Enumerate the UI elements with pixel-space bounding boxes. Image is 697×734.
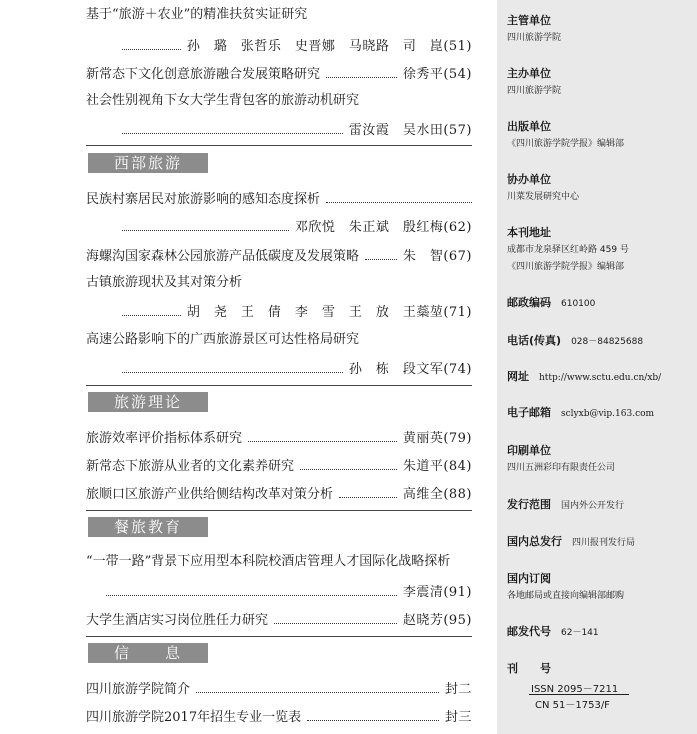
leader-dots [274, 614, 397, 624]
toc-entry-authors: 徐秀平(54) [402, 67, 472, 82]
address-label: 本刊地址 [507, 226, 551, 239]
toc-entry-title[interactable]: “一带一路”背景下应用型本科院校酒店管理人才国际化战略探析 [86, 554, 451, 569]
toc-entry-authors-row [86, 582, 472, 599]
section-divider [86, 385, 472, 386]
website-label: 网址 [507, 370, 529, 383]
leader-dots [339, 488, 397, 498]
co-organizer-label: 协办单位 [507, 173, 551, 186]
toc-entry-authors: 雷汝霞 吴水田(57) [348, 123, 472, 138]
leader-dots [248, 432, 397, 442]
domestic-distribution-value: 四川报刊发行局 [572, 538, 636, 548]
toc-entry-authors: 高维全(88) [402, 487, 472, 502]
postcode-row [507, 294, 595, 310]
section-divider [86, 510, 472, 511]
toc-entry-title[interactable]: 海螺沟国家森林公园旅游产品低碳度及发展策略 [86, 249, 360, 264]
supervisor-value: 四川旅游学院 [507, 33, 562, 43]
email-label: 电子邮箱 [507, 406, 551, 419]
toc-entry-authors-row [86, 120, 472, 137]
toc-entry[interactable] [86, 456, 472, 473]
leader-dots [326, 193, 472, 203]
phone-label: 电话(传真) [507, 334, 562, 347]
toc-entry[interactable] [86, 428, 472, 445]
toc-entry-title[interactable]: 四川旅游学院简介 [86, 682, 191, 697]
issn-number: ISSN 2095－7211 [531, 684, 619, 695]
domestic-distribution-label: 国内总发行 [507, 535, 562, 548]
toc-entry-title[interactable]: 新常态下文化创意旅游融合发展策略研究 [86, 67, 321, 82]
leader-dots [326, 68, 397, 78]
toc-entry[interactable] [86, 707, 472, 724]
postal-code-row [507, 623, 599, 639]
toc-entry[interactable] [86, 189, 472, 206]
toc-entry-authors: 孙 栋 段文军(74) [348, 362, 472, 377]
leader-dots [106, 586, 397, 596]
publisher-value: 《四川旅游学院学报》编辑部 [507, 139, 625, 149]
toc-entry-authors-row [86, 36, 472, 53]
subscription-label: 国内订阅 [507, 572, 551, 585]
email-row [507, 404, 654, 420]
postal-code-label: 邮发代号 [507, 625, 551, 638]
toc-entry[interactable] [86, 246, 472, 263]
publication-number-label: 刊 号 [507, 662, 551, 675]
leader-dots [122, 363, 343, 373]
toc-entry-authors-row [86, 359, 472, 376]
toc-entry[interactable] [86, 610, 472, 627]
toc-entry-title[interactable]: 社会性别视角下女大学生背包客的旅游动机研究 [86, 93, 360, 108]
section-header-hospitality: 餐旅教育 [88, 517, 208, 537]
website-row [507, 368, 661, 384]
toc-entry[interactable] [86, 484, 472, 501]
toc-entry-title[interactable]: 旅顺口区旅游产业供给侧结构改革对策分析 [86, 487, 334, 502]
distribution-row [507, 496, 624, 512]
address-line-1: 成都市龙泉驿区红岭路 459 号 [507, 245, 629, 255]
toc-entry-title[interactable]: 古镇旅游现状及其对策分析 [86, 275, 243, 290]
toc-entry-authors: 黄丽英(79) [402, 431, 472, 446]
distribution-label: 发行范围 [507, 498, 551, 511]
toc-entry[interactable] [86, 679, 472, 696]
toc-entry-authors: 封二 [444, 682, 472, 697]
leader-dots [365, 250, 397, 260]
postcode-value: 610100 [561, 299, 596, 309]
toc-entry-authors: 孙 璐 张哲乐 史晋娜 马晓路 司 崑(51) [186, 39, 472, 54]
printer-value: 四川五洲彩印有限责任公司 [507, 463, 616, 473]
masthead-panel [497, 0, 697, 734]
toc-entry-title[interactable]: 大学生酒店实习岗位胜任力研究 [86, 613, 269, 628]
toc-entry-authors: 李震清(91) [402, 585, 472, 600]
distribution-value: 国内外公开发行 [561, 501, 625, 511]
toc-entry-title[interactable]: 旅游效率评价指标体系研究 [86, 431, 243, 446]
website-link[interactable]: http://www.sctu.edu.cn/xb/ [539, 373, 662, 383]
leader-dots [122, 124, 343, 134]
phone-row [507, 332, 643, 348]
toc-entry-authors-row [86, 302, 472, 319]
leader-dots [122, 306, 181, 316]
leader-dots [300, 460, 397, 470]
cn-number: CN 51－1753/F [535, 700, 610, 711]
leader-dots [307, 711, 439, 721]
toc-entry-authors: 朱道平(84) [402, 459, 472, 474]
section-header-west: 西部旅游 [88, 153, 208, 173]
address-line-2: 《四川旅游学院学报》编辑部 [507, 262, 625, 272]
issn-divider [529, 694, 629, 695]
leader-dots [122, 40, 181, 50]
toc-entry-authors: 邓欣悦 朱正斌 殷红梅(62) [294, 220, 472, 235]
toc-entry-authors: 胡 尧 王 倩 李 雪 王 放 王蘂堃(71) [186, 305, 472, 320]
postcode-label: 邮政编码 [507, 296, 551, 309]
co-organizer-value: 川菜发展研究中心 [507, 192, 580, 202]
toc-entry-authors: 封三 [444, 710, 472, 725]
section-divider [86, 145, 472, 146]
publisher-label: 出版单位 [507, 120, 551, 133]
leader-dots [196, 683, 439, 693]
toc-entry-title[interactable]: 民族村寨居民对旅游影响的感知态度探析 [86, 192, 321, 207]
section-header-info: 信 息 [88, 643, 208, 663]
section-divider [86, 636, 472, 637]
toc-entry-authors: 赵晓芳(95) [402, 613, 472, 628]
printer-label: 印刷单位 [507, 444, 551, 457]
email-link[interactable]: sclyxb@vip.163.com [561, 409, 655, 419]
toc-entry-title[interactable]: 高速公路影响下的广西旅游景区可达性格局研究 [86, 332, 360, 347]
toc-entry[interactable] [86, 64, 472, 81]
supervisor-label: 主管单位 [507, 14, 551, 27]
phone-value: 028－84825688 [571, 337, 644, 347]
sponsor-value: 四川旅游学院 [507, 86, 562, 96]
toc-entry-authors: 朱 智(67) [402, 249, 472, 264]
section-header-theory: 旅游理论 [88, 392, 208, 412]
sponsor-label: 主办单位 [507, 67, 551, 80]
leader-dots [122, 221, 289, 231]
domestic-distribution-row [507, 533, 635, 549]
postal-code-value: 62－141 [561, 628, 599, 638]
toc-entry-title[interactable]: 基于“旅游＋农业”的精准扶贫实证研究 [86, 7, 308, 22]
toc-entry-title[interactable]: 四川旅游学院2017年招生专业一览表 [86, 710, 302, 725]
toc-entry-title[interactable]: 新常态下旅游从业者的文化素养研究 [86, 459, 295, 474]
toc-entry-authors-row [86, 217, 472, 234]
subscription-value: 各地邮局或直接向编辑部邮购 [507, 591, 625, 601]
